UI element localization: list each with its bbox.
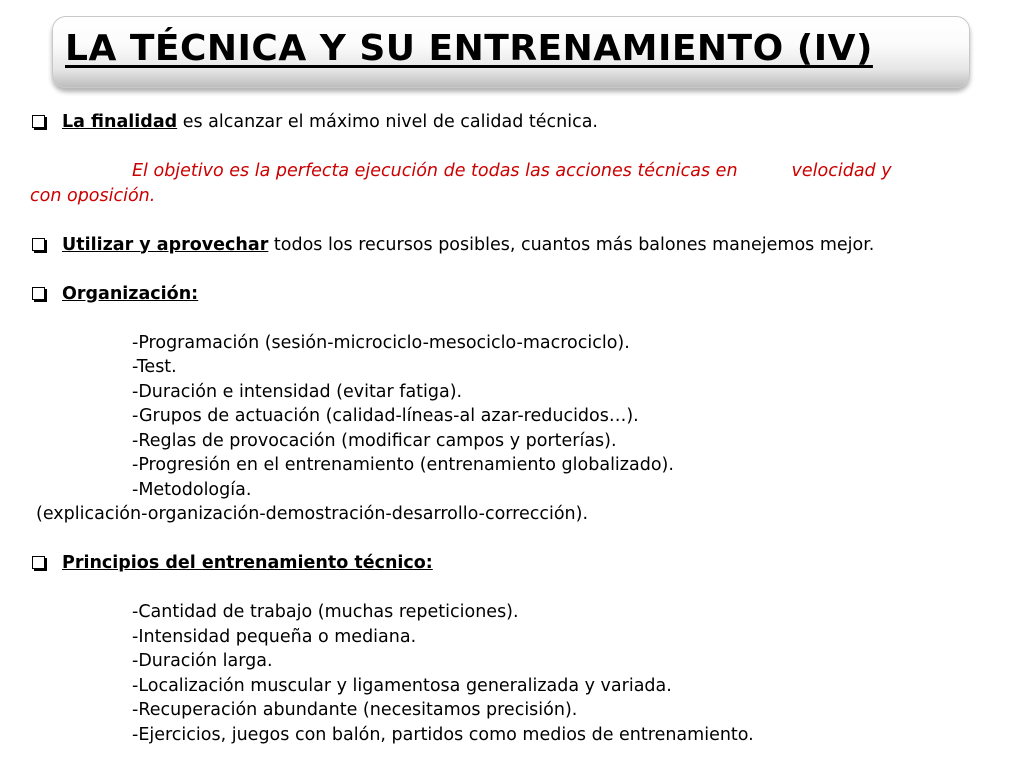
objective-text-3: con oposición. (30, 185, 156, 206)
sub-item: -Duración e intensidad (evitar fatiga). (132, 381, 463, 402)
sub-item: -Recuperación abundante (necesitamos precisión). (132, 700, 578, 720)
spacer (30, 208, 970, 233)
sub-item: -Ejercicios, juegos con balón, partidos como medios de entrenamiento. (132, 724, 754, 745)
sub-item: -Test. (132, 357, 177, 377)
objective-line-2 (30, 184, 970, 209)
spacer (30, 527, 970, 552)
sub-item-continuation: (explicación-organización-demostración-desarrollo-corrección). (36, 504, 589, 524)
sub-item: -Localización muscular y ligamentosa generalizada y variada. (132, 675, 672, 696)
spacer (30, 306, 970, 331)
objective-text-2: velocidad y (791, 161, 892, 181)
spacer (30, 257, 970, 282)
sub-item: -Progresión en el entrenamiento (entrenamiento globalizado). (132, 455, 674, 475)
bullet-item-utilizar (30, 233, 970, 258)
checkbox-bullet-icon (32, 556, 45, 569)
sub-item: -Grupos de actuación (calidad-líneas-al azar-reducidos…). (132, 406, 639, 426)
bullet-text: es alcanzar el máximo nivel de calidad técnica. (177, 112, 598, 132)
objective-line-1 (30, 159, 970, 184)
bullet-lead: Organización: (62, 283, 199, 304)
checkbox-bullet-icon (32, 287, 45, 300)
sub-item: -Duración larga. (132, 651, 273, 671)
sub-item: -Intensidad pequeña o mediana. (132, 626, 417, 647)
spacer (30, 135, 970, 160)
objective-text-1: El objetivo es la perfecta ejecución de todas las acciones técnicas en (132, 161, 738, 181)
spacer (30, 576, 970, 601)
bullet-text: todos los recursos posibles, cuantos más balones manejemos mejor. (268, 234, 875, 255)
bullet-item-principios (30, 551, 970, 576)
sub-item: -Reglas de provocación (modificar campos y porterías). (132, 430, 617, 451)
sub-item: -Programación (sesión-microciclo-mesociclo-macrociclo). (132, 332, 630, 353)
bullet-lead: La finalidad (62, 112, 178, 132)
bullet-item-finalidad (30, 110, 970, 135)
slide-title: LA TÉCNICA Y SU ENTRENAMIENTO (IV) (65, 28, 873, 69)
slide-title-banner (52, 16, 970, 88)
bullet-lead: Utilizar y aprovechar (62, 234, 269, 255)
sub-item: -Metodología. (132, 479, 252, 500)
bullet-item-organizacion (30, 282, 970, 307)
slide-body (30, 110, 970, 747)
checkbox-bullet-icon (32, 115, 45, 128)
bullet-lead: Principios del entrenamiento técnico: (62, 553, 433, 573)
sub-item: -Cantidad de trabajo (muchas repeticiones). (132, 602, 519, 622)
checkbox-bullet-icon (32, 238, 45, 251)
